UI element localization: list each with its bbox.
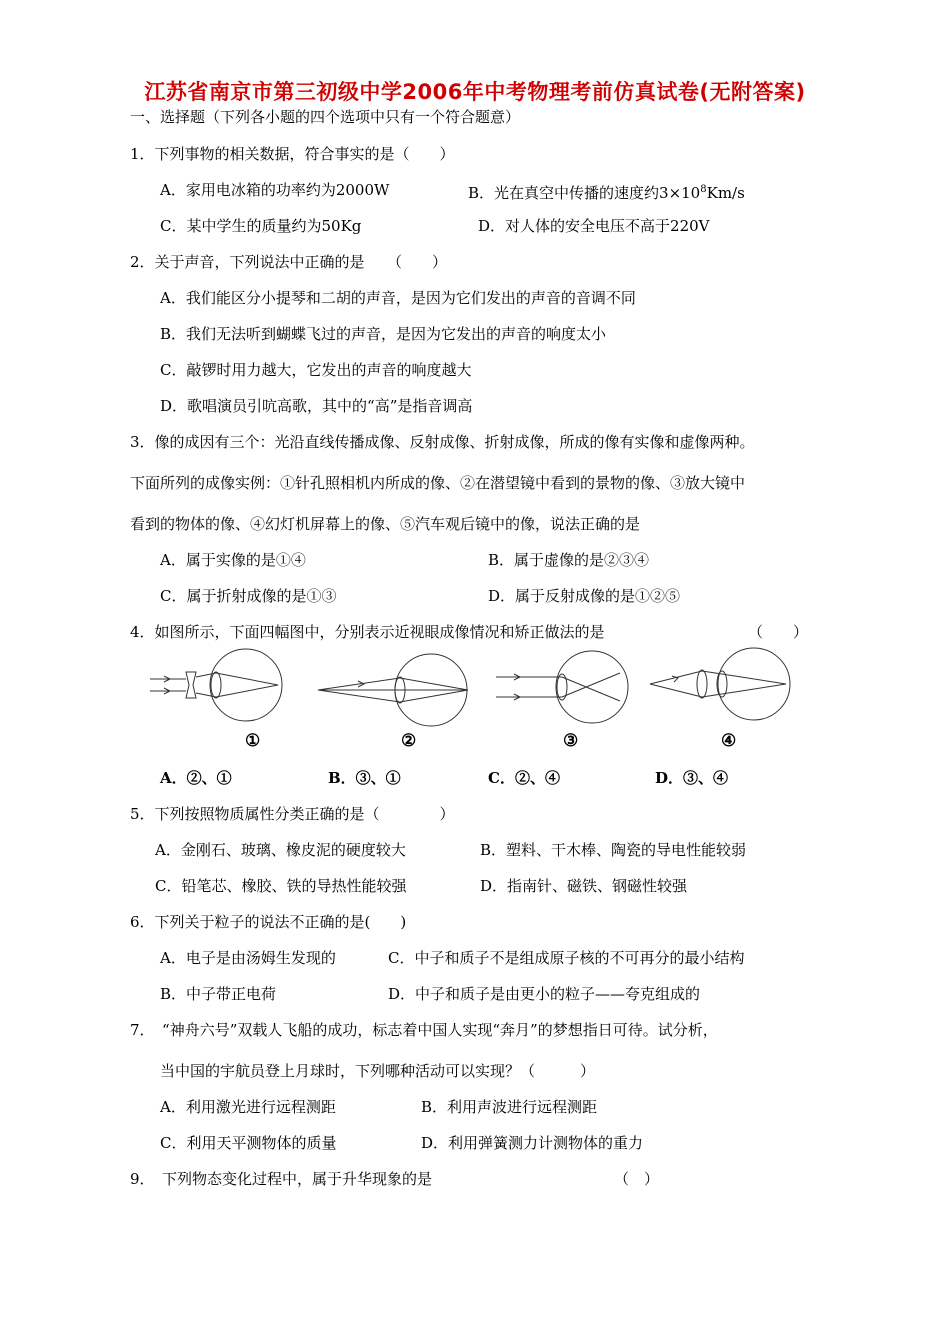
q6-option-d: D．中子和质子是由更小的粒子——夸克组成的 — [388, 985, 701, 1003]
q9-answer-paren: （ ） — [614, 1170, 660, 1188]
q2-option-b: B．我们无法听到蝴蝶飞过的声音，是因为它发出的声音的响度太小 — [160, 325, 607, 343]
q3-stem-line1: 3．像的成因有三个：光沿直线传播成像、反射成像、折射成像，所成的像有实像和虚像两种。 — [130, 433, 755, 451]
q3-option-b: B．属于虚像的是②③④ — [488, 551, 650, 569]
q4-option-d: D．③、④ — [655, 769, 729, 787]
q3-option-c: C．属于折射成像的是①③ — [160, 587, 337, 605]
q7-option-d: D．利用弹簧测力计测物体的重力 — [421, 1134, 644, 1152]
q3-option-d: D．属于反射成像的是①②⑤ — [488, 587, 681, 605]
section-heading: 一、选择题（下列各小题的四个选项中只有一个符合题意） — [130, 108, 521, 126]
eye-diagram-4 — [650, 652, 800, 722]
convex-lens — [697, 670, 707, 698]
q6-option-a: A．电子是由汤姆生发现的 — [160, 949, 336, 967]
eyeball-outline — [718, 648, 790, 720]
eye-diagram-1 — [150, 655, 300, 725]
q4-option-a: A．②、① — [160, 769, 232, 787]
q1-option-b: B．光在真空中传播的速度约$3\times 10^8Km/s$ — [468, 184, 745, 202]
figure-label-2: ② — [401, 731, 417, 751]
q7-option-a: A．利用激光进行远程测距 — [160, 1098, 336, 1116]
q7-stem-line2: 当中国的宇航员登上月球时，下列哪种活动可以实现？（ ） — [160, 1062, 596, 1080]
q7-stem-line1: 7． “神舟六号”双载人飞船的成功，标志着中国人实现“奔月”的梦想指日可待。试分析， — [130, 1021, 718, 1039]
q5-option-c: C．铅笔芯、橡胶、铁的导热性能较强 — [155, 877, 407, 895]
q9-stem: 9． 下列物态变化过程中，属于升华现象的是 — [130, 1170, 433, 1188]
q2-stem: 2．关于声音，下列说法中正确的是 （ ） — [130, 253, 448, 271]
eye-diagram-2 — [318, 658, 478, 728]
q3-stem-line2: 下面所列的成像实例：①针孔照相机内所成的像、②在潜望镜中看到的景物的像、③放大镜中 — [130, 474, 746, 492]
q6-option-c: C．中子和质子不是组成原子核的不可再分的最小结构 — [388, 949, 745, 967]
q5-stem: 5．下列按照物质属性分类正确的是（ ） — [130, 805, 455, 823]
figure-label-4: ④ — [721, 731, 737, 751]
page-title: 江苏省南京市第三初级中学2006年中考物理考前仿真试卷(无附答案) — [144, 80, 806, 104]
q7-option-b: B．利用声波进行远程测距 — [421, 1098, 598, 1116]
q1-option-a: A．家用电冰箱的功率约为2000W — [160, 181, 390, 199]
q4-answer-paren: （ ） — [748, 623, 809, 641]
eye-lens — [211, 672, 221, 698]
eye-diagram-3 — [496, 655, 646, 725]
figure-label-1: ① — [245, 731, 261, 751]
q3-option-a: A．属于实像的是①④ — [160, 551, 306, 569]
q1-stem: 1．下列事物的相关数据，符合事实的是（ ） — [130, 145, 455, 163]
q4-stem: 4．如图所示，下面四幅图中，分别表示近视眼成像情况和矫正做法的是 — [130, 623, 605, 641]
q2-option-d: D．歌唱演员引吭高歌，其中的“高”是指音调高 — [160, 397, 473, 415]
q5-option-b: B．塑料、干木棒、陶瓷的导电性能较弱 — [480, 841, 747, 859]
eye-lens — [557, 674, 567, 700]
q4-option-c: C．②、④ — [488, 769, 560, 787]
q2-option-c: C．敲锣时用力越大，它发出的声音的响度越大 — [160, 361, 472, 379]
q5-option-d: D．指南针、磁铁、钢磁性较强 — [480, 877, 688, 895]
q7-option-c: C．利用天平测物体的质量 — [160, 1134, 337, 1152]
q5-option-a: A．金刚石、玻璃、橡皮泥的硬度较大 — [155, 841, 406, 859]
q2-option-a: A．我们能区分小提琴和二胡的声音，是因为它们发出的声音的音调不同 — [160, 289, 636, 307]
q6-option-b: B．中子带正电荷 — [160, 985, 277, 1003]
q3-stem-line3: 看到的物体的像、④幻灯机屏幕上的像、⑤汽车观后镜中的像，说法正确的是 — [130, 515, 641, 533]
q1-option-d: D．对人体的安全电压不高于220V — [478, 217, 710, 235]
q1-option-c: C．某中学生的质量约为50Kg — [160, 217, 362, 235]
q6-stem: 6．下列关于粒子的说法不正确的是( ) — [130, 913, 407, 931]
concave-lens — [186, 672, 196, 698]
q4-option-b: B．③、① — [328, 769, 401, 787]
figure-label-3: ③ — [563, 731, 579, 751]
